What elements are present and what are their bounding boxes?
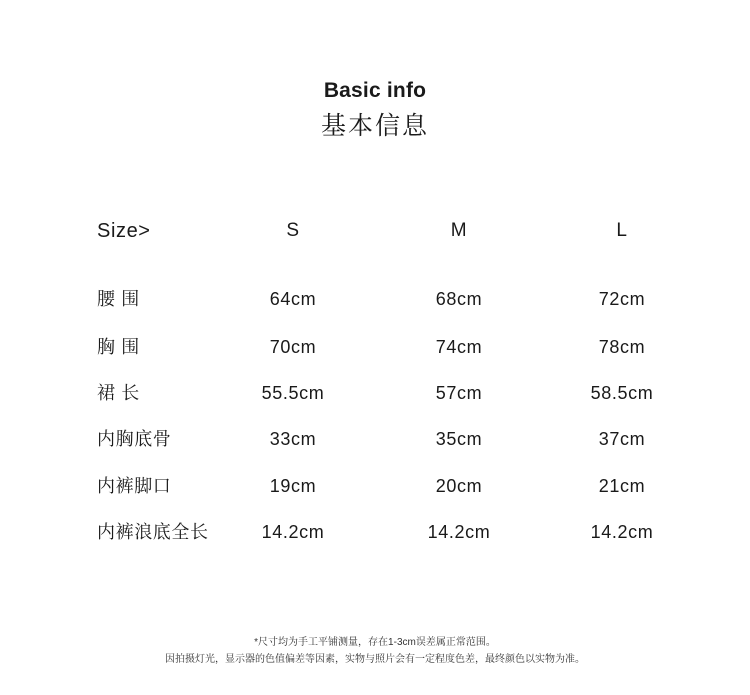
page-title-en: Basic info [323, 79, 427, 102]
page-title-zh: 基本信息 [320, 112, 429, 140]
table-row [0, 376, 750, 410]
size-header-l: L [616, 220, 628, 241]
value-s: 64cm [269, 289, 317, 309]
value-l: 37cm [598, 429, 646, 449]
table-row [0, 469, 750, 503]
value-m: 14.2cm [427, 522, 491, 542]
row-label: 腰 围 [97, 289, 140, 309]
value-l: 14.2cm [590, 522, 654, 542]
value-l: 72cm [598, 289, 646, 309]
size-header-m: M [450, 220, 468, 241]
table-row [0, 282, 750, 316]
value-m: 35cm [435, 429, 483, 449]
measurement-note: *尺寸均为手工平铺测量，存在1-3cm误差属正常范围。 [254, 637, 496, 648]
value-s: 14.2cm [261, 522, 325, 542]
value-m: 74cm [435, 337, 483, 357]
value-s: 19cm [269, 476, 317, 496]
color-disclaimer-note: 因拍摄灯光，显示器的色值偏差等因素，实物与照片会有一定程度色差，最终颜色以实物为准。 [165, 654, 585, 665]
table-row [0, 330, 750, 364]
value-l: 21cm [598, 476, 646, 496]
value-s: 33cm [269, 429, 317, 449]
size-header-label: Size> [97, 220, 151, 242]
size-header-s: S [286, 220, 300, 241]
row-label: 胸 围 [97, 337, 140, 357]
value-l: 58.5cm [590, 383, 654, 403]
value-m: 57cm [435, 383, 483, 403]
row-label: 内裤浪底全长 [97, 522, 209, 542]
value-l: 78cm [598, 337, 646, 357]
table-row [0, 515, 750, 549]
value-s: 55.5cm [261, 383, 325, 403]
value-m: 68cm [435, 289, 483, 309]
row-label: 内裤脚口 [97, 476, 172, 496]
size-header-row [0, 214, 750, 248]
row-label: 内胸底骨 [97, 429, 172, 449]
value-m: 20cm [435, 476, 483, 496]
row-label: 裙 长 [97, 383, 140, 403]
table-row [0, 422, 750, 456]
value-s: 70cm [269, 337, 317, 357]
